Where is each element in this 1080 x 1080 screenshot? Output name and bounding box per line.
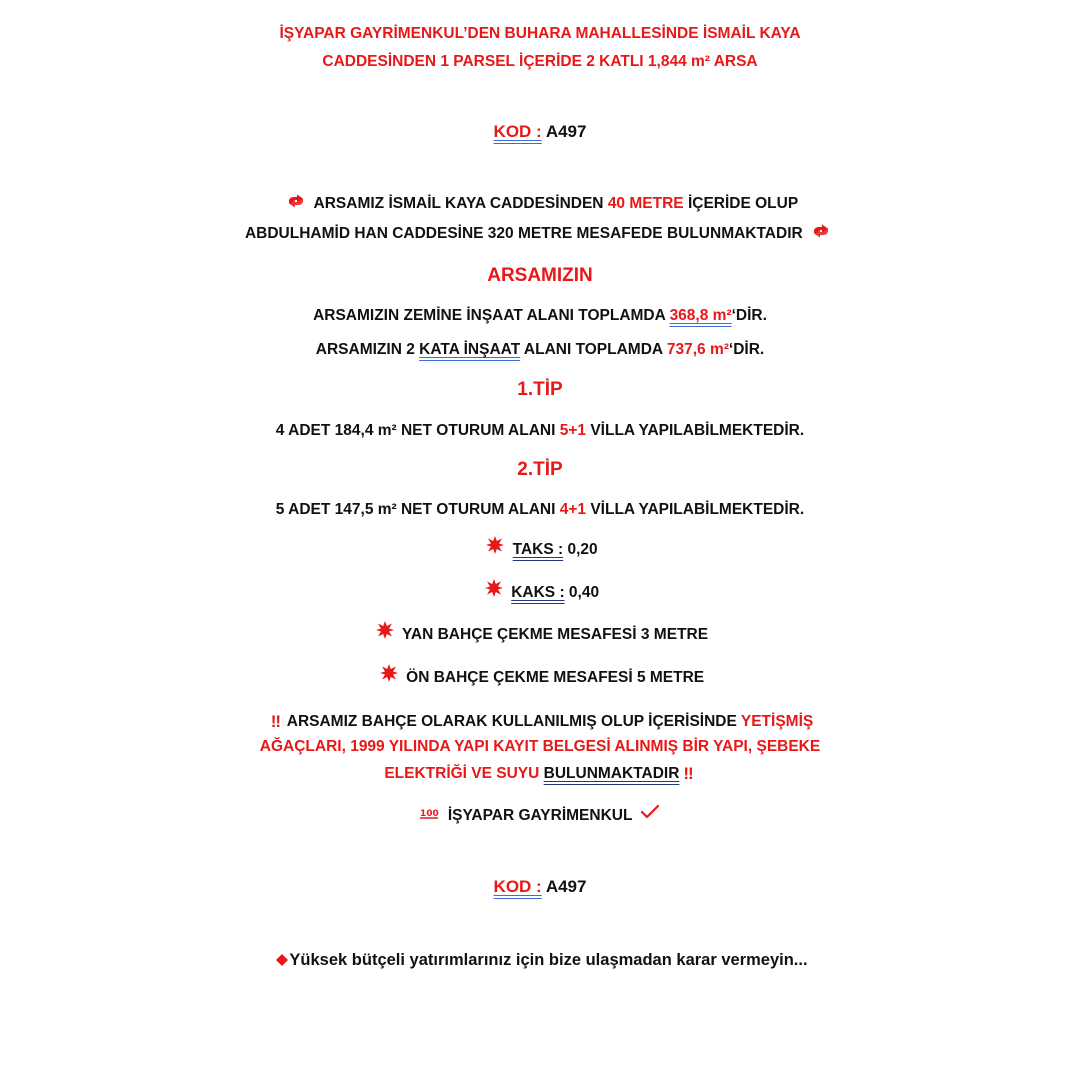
section-heading: ARSAMIZIN: [487, 265, 593, 286]
kaks-value: 0,40: [568, 584, 600, 602]
anger-burst-icon: [376, 620, 394, 650]
double-exclamation-icon: ‼: [270, 712, 280, 731]
check-mark-icon: [640, 801, 660, 831]
title-line-1: İŞYAPAR GAYRİMENKUL’DEN BUHARA MAHALLESİNDE İSMAİL KAYA: [279, 25, 801, 42]
taks-line: [0, 535, 1080, 565]
title-line-2: CADDESİNDEN 1 PARSEL İÇERİDE 2 KATLI 1,844 m² ARSA: [322, 53, 758, 70]
type-1-description: [0, 416, 1080, 446]
notice-text-3-underlined: BULUNMAKTADIR: [543, 765, 680, 783]
code-label: KOD :: [493, 122, 542, 141]
taks-label: TAKS :: [512, 541, 564, 559]
type-2-heading: 2.TİP: [517, 459, 563, 480]
clockwise-arrows-icon: [811, 219, 831, 249]
floor-area-line: [0, 335, 1080, 365]
brand-line: [0, 801, 1080, 831]
floors-text-b: ALANI TOPLAMDA: [523, 341, 663, 358]
red-diamond-icon: [276, 946, 288, 976]
code-label: KOD :: [493, 877, 542, 896]
type-1-rooms: 5+1: [559, 422, 587, 439]
notice-line-3: [0, 759, 1080, 789]
svg-text:100: 100: [419, 809, 439, 819]
code-value: A497: [545, 877, 587, 896]
double-exclamation-icon: ‼: [683, 764, 692, 783]
floor-area-value: 737,6 m²: [666, 341, 729, 358]
ground-text-a: ARSAMIZIN ZEMİNE İNŞAAT ALANI TOPLAMDA: [313, 307, 666, 324]
location-line-2: [0, 219, 1080, 249]
floors-underlined: KATA İNŞAAT: [419, 341, 521, 358]
type-2-text-a: 5 ADET 147,5 m² NET OTURUM ALANI: [275, 501, 556, 518]
location-line-1: [0, 189, 1080, 219]
kaks-label: KAKS :: [511, 584, 565, 602]
anger-burst-icon: [486, 535, 504, 565]
type-1-text-a: 4 ADET 184,4 m² NET OTURUM ALANI: [275, 422, 556, 439]
taks-value: 0,20: [567, 541, 598, 559]
listing-code-top: [0, 117, 1080, 147]
anger-burst-icon: [380, 663, 398, 693]
clockwise-arrows-icon: [286, 189, 306, 219]
type-2-text-b: VİLLA YAPILABİLMEKTEDİR.: [590, 501, 805, 518]
type-2-rooms: 4+1: [559, 501, 587, 518]
side-setback-text: YAN BAHÇE ÇEKME MESAFESİ 3 METRE: [402, 626, 709, 644]
type-1-heading: 1.TİP: [517, 379, 563, 400]
footer-line: [0, 945, 1080, 976]
location-text-a: ARSAMIZ İSMAİL KAYA CADDESİNDEN: [313, 195, 604, 213]
type-2-description: [0, 495, 1080, 525]
listing-code-bottom: [0, 872, 1080, 902]
footer-text: Yüksek bütçeli yatırımlarınız için bize ulaşmadan karar vermeyin...: [289, 951, 808, 969]
anger-burst-icon: [485, 578, 503, 608]
hundred-points-icon: [420, 801, 440, 831]
ground-text-b: ‘DİR.: [731, 307, 767, 324]
floors-text-c: ‘DİR.: [728, 341, 765, 358]
location-text-b: İÇERİDE OLUP: [687, 195, 799, 213]
ground-area-value: 368,8 m²: [669, 307, 732, 324]
type-1-text-b: VİLLA YAPILABİLMEKTEDİR.: [590, 422, 805, 439]
location-text-2: ABDULHAMİD HAN CADDESİNE 320 METRE MESAFEDE BULUNMAKTADIR: [244, 225, 803, 243]
code-value: A497: [545, 122, 587, 141]
side-setback-line: [0, 620, 1080, 650]
notice-text-1a: ARSAMIZ BAHÇE OLARAK KULLANILMIŞ OLUP İÇERİSİNDE: [286, 713, 737, 731]
kaks-line: [0, 578, 1080, 608]
notice-text-1b: YETİŞMİŞ: [740, 713, 814, 731]
notice-text-3a: ELEKTRİĞİ VE SUYU: [384, 765, 540, 783]
ground-area-line: [0, 301, 1080, 331]
notice-line-2: AĞAÇLARI, 1999 YILINDA YAPI KAYIT BELGESİ ALINMIŞ BİR YAPI, ŞEBEKE: [259, 738, 821, 755]
floors-text-a: ARSAMIZIN 2: [315, 341, 415, 358]
brand-name: İŞYAPAR GAYRİMENKUL: [447, 807, 633, 825]
front-setback-line: [0, 663, 1080, 693]
location-highlight: 40 METRE: [607, 195, 684, 213]
front-setback-text: ÖN BAHÇE ÇEKME MESAFESİ 5 METRE: [406, 669, 705, 687]
